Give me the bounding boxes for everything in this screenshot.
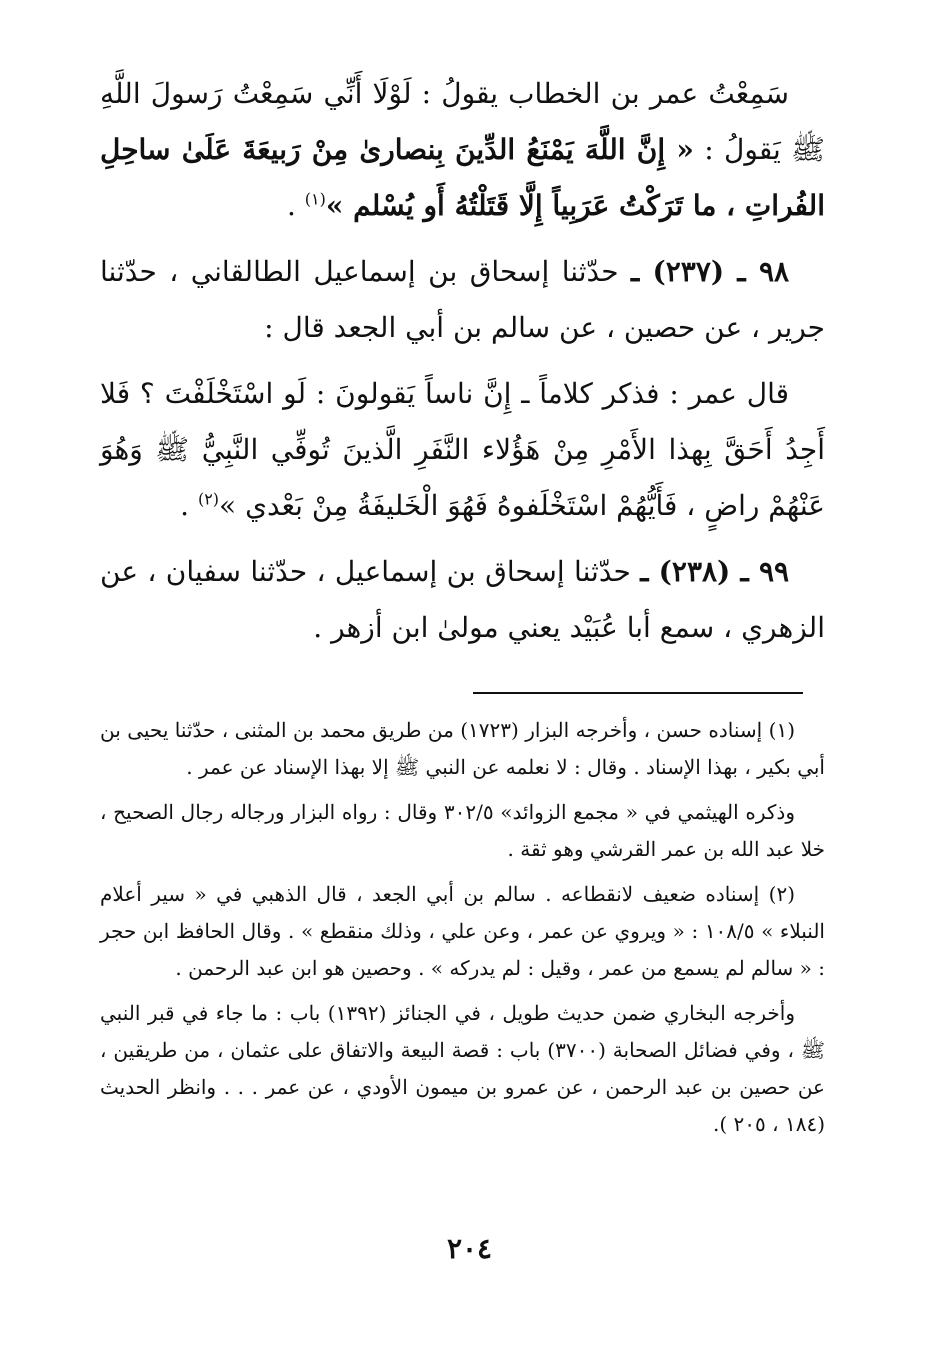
footnote-ref-2: (٢) <box>197 489 220 509</box>
hadith-matn: قال عمر : فذكر كلاماً ـ إِنَّ ناساً يَقولونَ : لَو اسْتَخْلَفْتَ ؟ فَلا أَجِدُ أَحَقَّ بِهذا الأَمْرِ مِنْ هَؤُلاء النَّفَرِ الَّذينَ تُوفِّي النَّبِيُّ ﷺ وَهُوَ عَنْهُمْ راضٍ ، فَأَيُّهُمْ اسْتَخْلَفوهُ فَهُوَ الْخَليفَةُ مِنْ بَعْدي » <box>100 377 825 522</box>
hadith-99-isnad <box>100 544 825 656</box>
hadith-number-98: ٩٨ ـ (٢٣٧) ـ <box>630 255 790 288</box>
hadith-text-paragraph <box>100 66 825 234</box>
footnote-1-continued: وذكره الهيثمي في « مجمع الزوائد» ٣٠٢/٥ وقال : رواه البزار ورجاله رجال الصحيح ، خلا عبد الله بن عمر القرشي وهو ثقة . <box>100 800 825 861</box>
sentence-end: . <box>180 489 198 522</box>
isnad-text: حدّثنا إسحاق بن إسماعيل ، حدّثنا سفيان ، عن الزهري ، سمع أبا عُبَيْد يعني مولىٰ ابن أزهر . <box>100 555 825 644</box>
isnad-text: حدّثنا إسحاق بن إسماعيل الطالقاني ، حدّثنا جرير ، عن حصين ، عن سالم بن أبي الجعد قال : <box>100 255 825 344</box>
hadith-quote: « إِنَّ اللَّهَ يَمْنَعُ الدِّينَ بِنصارىٰ مِنْ رَبيعَةَ عَلَىٰ ساحِلِ الفُراتِ ، ما تَرَكْتُ عَرَبِياً إِلَّا قَتَلْتُهُ أَو يُسْلم » <box>100 133 825 222</box>
hadith-98-isnad <box>100 244 825 356</box>
main-text <box>100 66 825 666</box>
footnote-divider <box>473 692 803 694</box>
narration-intro: سَمِعْتُ عمر بن الخطاب يقولُ : لَوْلَا أَنِّي سَمِعْتُ رَسولَ اللَّهِ ﷺ يَقولُ : <box>100 77 825 166</box>
footnote-1: (١) إسناده حسن ، وأخرجه البزار (١٧٢٣) من طريق محمد بن المثنى ، حدّثنا يحيى بن أبي بكير ، بهذا الإسناد . وقال : لا نعلمه عن النبي ﷺ إلا بهذا الإسناد عن عمر . <box>100 718 825 779</box>
hadith-number-99: ٩٩ ـ (٢٣٨) ـ <box>640 555 790 588</box>
sentence-end: . <box>286 189 305 222</box>
page-number: ٢٠٤ <box>446 1232 493 1265</box>
footnote-ref-1: (١) <box>304 189 326 209</box>
footnote-2: (٢) إسناده ضعيف لانقطاعه . سالم بن أبي الجعد ، قال الذهبي في « سير أعلام النبلاء » ١٠٨/٥ : « ويروي عن عمر ، وعن علي ، وذلك منقطع » . وقال الحافظ ابن حجر : « سالم لم يسمع من عمر ، وقيل : لم يدركه » . وحصين هو ابن عبد الرحمن . <box>100 882 825 980</box>
footnote-2-continued: وأخرجه البخاري ضمن حديث طويل ، في الجنائز (١٣٩٢) باب : ما جاء في قبر النبي ﷺ ، وفي فضائل الصحابة (٣٧٠٠) باب : قصة البيعة والاتفاق على عثمان ، من طريقين ، عن حصين بن عبد الرحمن ، عن عمرو بن ميمون الأودي ، عن عمر . . . وانظر الحديث (١٨٤ ، ٢٠٥ ). <box>100 1001 825 1136</box>
hadith-98-text <box>100 366 825 534</box>
footnotes <box>100 712 825 1151</box>
